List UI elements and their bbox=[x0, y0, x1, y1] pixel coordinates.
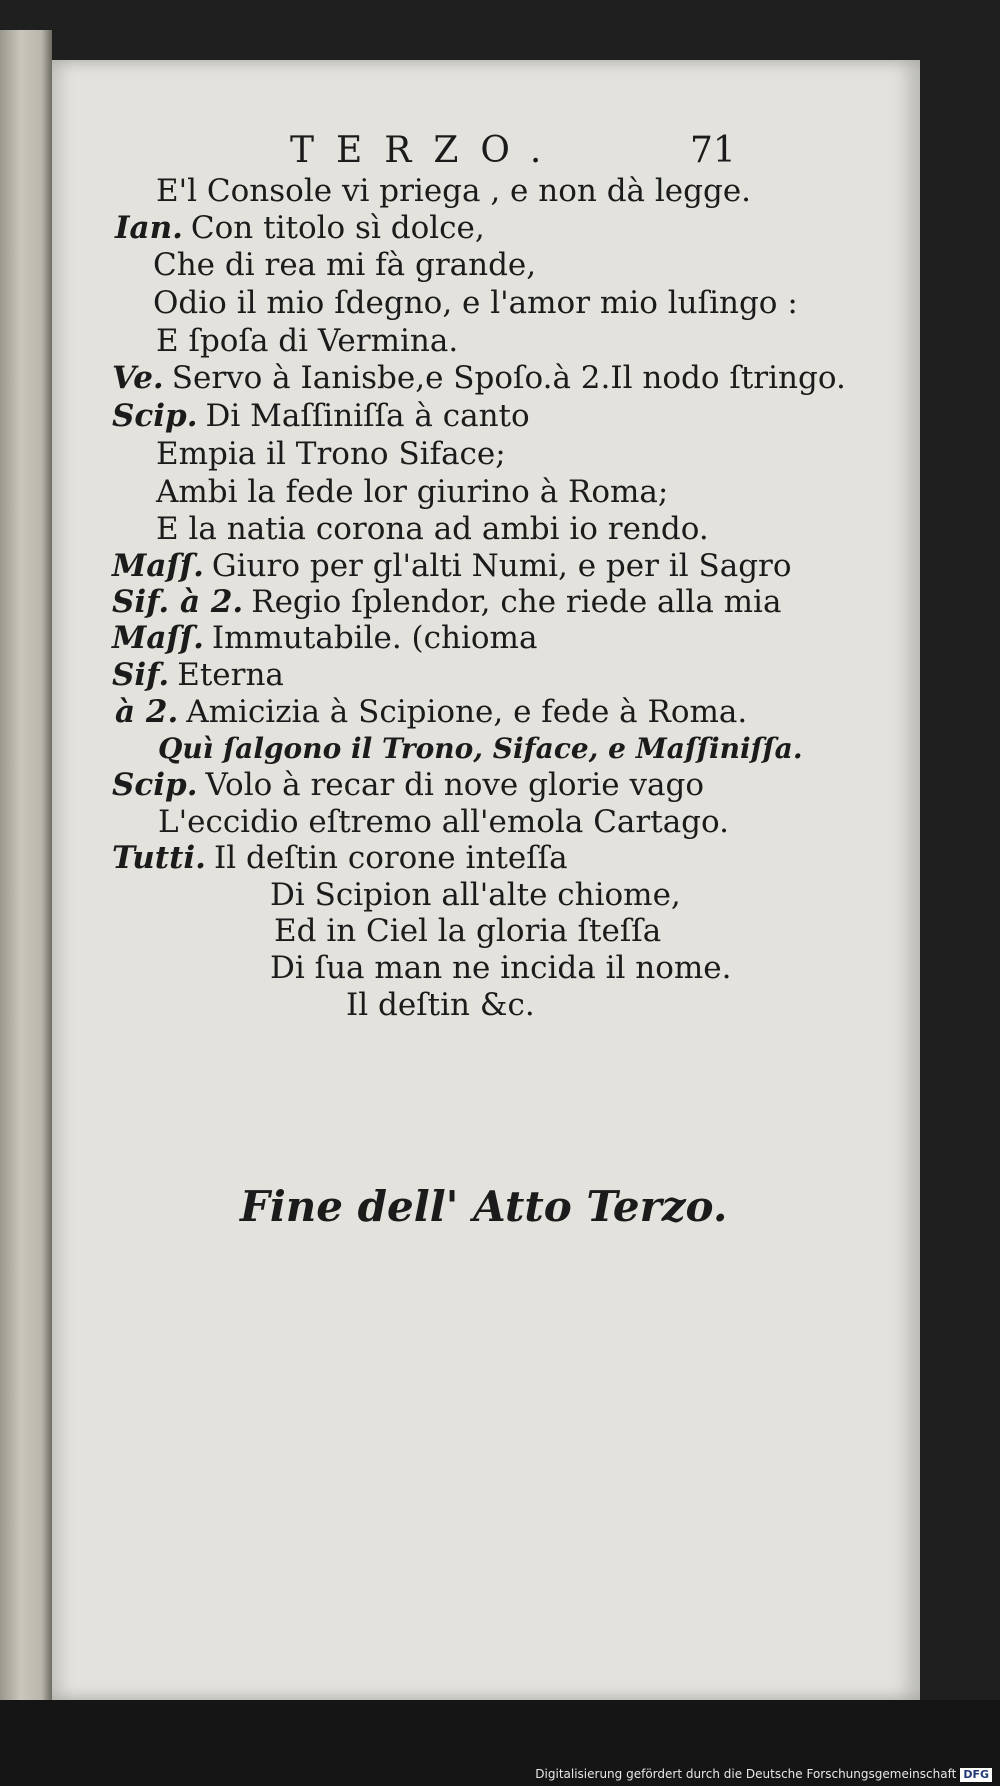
verse-line bbox=[112, 398, 530, 434]
dfg-logo: DFG bbox=[960, 1768, 992, 1782]
verse-line bbox=[262, 950, 732, 986]
verse-line bbox=[145, 247, 536, 283]
speaker-label: Maſſ. bbox=[112, 548, 204, 584]
verse-line bbox=[112, 840, 568, 876]
verse-text: Con titolo sì dolce, bbox=[190, 210, 485, 246]
verse-line bbox=[148, 474, 668, 510]
speaker-label: Scip. bbox=[112, 398, 198, 434]
verse-line bbox=[150, 804, 729, 840]
credit-text: Digitalisierung gefördert durch die Deutsche Forschungsgemeinschaft bbox=[535, 1767, 957, 1781]
speaker-label: Ian. bbox=[115, 210, 183, 246]
verse-text: Regio ſplendor, che riede alla mia bbox=[251, 584, 782, 620]
speaker-label: Sif. à 2. bbox=[112, 584, 244, 620]
verse-text: Giuro per gl'alti Numi, e per il Sagro bbox=[211, 548, 792, 584]
verse-text: L'eccidio eſtremo all'emola Cartago. bbox=[158, 804, 729, 840]
verse-text: Eterna bbox=[177, 657, 284, 693]
verse-text: E'l Console vi priega , e non dà legge. bbox=[156, 173, 752, 209]
verse-line bbox=[148, 323, 458, 359]
verse-text: Di Maſſiniſſa à canto bbox=[205, 398, 530, 434]
verse-line bbox=[145, 285, 798, 321]
speaker-label: Ve. bbox=[112, 360, 164, 396]
running-header: TERZO. bbox=[290, 130, 564, 171]
verse-line bbox=[112, 584, 781, 620]
verse-text: Di ſua man ne incida il nome. bbox=[270, 950, 732, 986]
verse-text: Amicizia à Scipione, e fede à Roma. bbox=[186, 694, 748, 730]
verse-line bbox=[262, 877, 681, 913]
verse-text: Ed in Ciel la gloria ſteſſa bbox=[274, 913, 662, 949]
stage-direction-text: Quì ſalgono il Trono, Siface, e Maſſiniſſa. bbox=[158, 732, 803, 765]
speaker-label: Scip. bbox=[112, 767, 198, 803]
verse-text: Servo à Ianisbe,e Spoſo.à 2.Il nodo ſtringo. bbox=[171, 360, 846, 396]
verse-line bbox=[112, 360, 846, 396]
verse-text: Odio il mio ſdegno, e l'amor mio luſingo : bbox=[153, 285, 798, 321]
verse-line bbox=[148, 173, 751, 209]
verse-line bbox=[266, 913, 661, 949]
act-closing: Fine dell' Atto Terzo. bbox=[240, 1182, 728, 1231]
verse-text: Volo à recar di nove glorie vago bbox=[205, 767, 704, 803]
digitization-credit bbox=[2, 1767, 992, 1782]
verse-text: Il deſtin corone inteſſa bbox=[213, 840, 568, 876]
verse-line bbox=[148, 436, 506, 472]
speaker-label: Tutti. bbox=[112, 840, 206, 876]
verse-text: Di Scipion all'alte chiome, bbox=[270, 877, 681, 913]
verse-text: Che di rea mi fà grande, bbox=[153, 247, 537, 283]
speaker-label: Sif. bbox=[112, 657, 170, 693]
verse-text: Ambi la fede lor giurino à Roma; bbox=[156, 474, 669, 510]
verse-text: E ſpoſa di Vermina. bbox=[156, 323, 459, 359]
verse-text: Empia il Trono Siface; bbox=[156, 436, 506, 472]
verse-line bbox=[112, 620, 537, 656]
facing-page-edge bbox=[0, 30, 52, 1770]
verse-line bbox=[115, 210, 485, 246]
page-number: 71 bbox=[690, 130, 736, 171]
verse-line bbox=[338, 987, 535, 1023]
speaker-label: Maſſ. bbox=[112, 620, 204, 656]
verse-text: Il deſtin &c. bbox=[346, 987, 535, 1023]
verse-text: Immutabile. (chioma bbox=[211, 620, 538, 656]
stage-direction bbox=[150, 731, 803, 767]
verse-text: E la natia corona ad ambi io rendo. bbox=[156, 511, 709, 547]
verse-line bbox=[148, 511, 709, 547]
verse-line bbox=[115, 694, 747, 730]
verse-line bbox=[112, 767, 704, 803]
speaker-label: à 2. bbox=[115, 694, 179, 730]
verse-line bbox=[112, 548, 792, 584]
verse-line bbox=[112, 657, 284, 693]
